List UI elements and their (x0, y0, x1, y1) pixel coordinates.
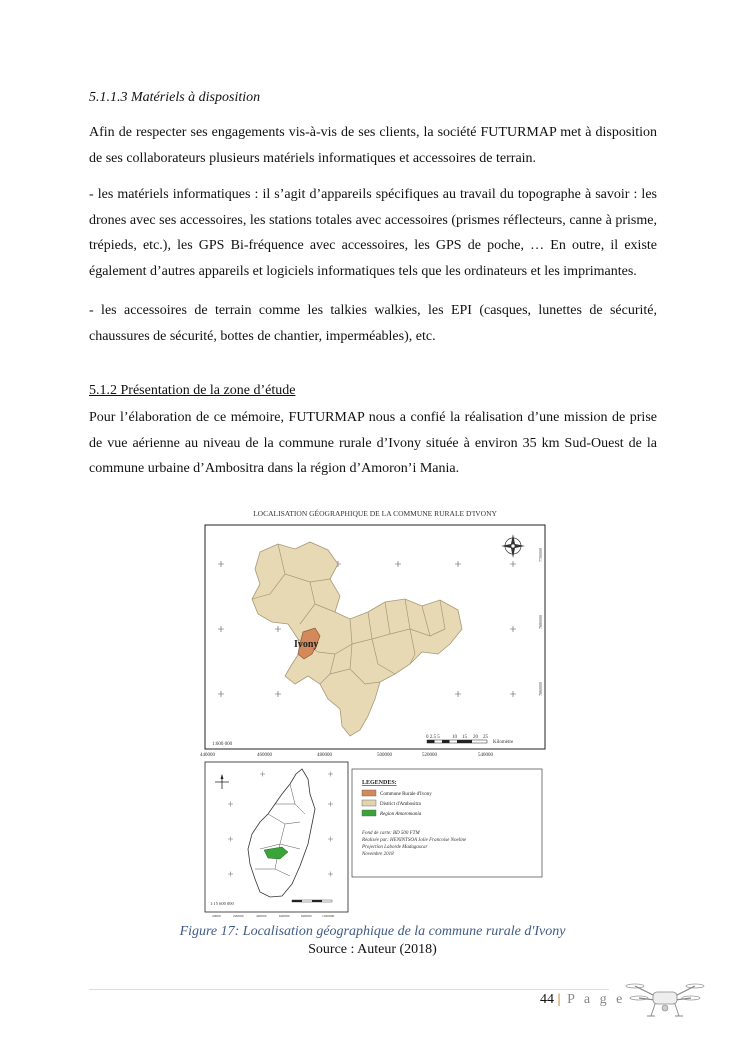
scalebar-unit: Kilomètre (493, 740, 514, 745)
x-tick-1: 440000 (200, 753, 215, 758)
x-tick-4: 500000 (377, 753, 392, 758)
x-tick-3: 480000 (317, 753, 332, 758)
inset-x-tick-5: 820000 (301, 914, 312, 918)
paragraph-intro: Afin de respecter ses engagements vis-à-vis de ses clients, la société FUTURMAP met à disposition de ses collaborateurs plusieurs matériels informatiques et accessoires de terrain. (89, 125, 657, 166)
page-word: P a g e (567, 992, 626, 1007)
section-heading: 5.1.2 Présentation de la zone d’étude (89, 383, 296, 398)
location-map-figure (200, 504, 550, 919)
footer-divider (89, 989, 609, 990)
ivony-label: Ivony (294, 639, 319, 650)
scalebar-label-0: 0 2.5 5 (426, 735, 440, 740)
legend-title: LEGENDES: (362, 780, 397, 786)
x-tick-6: 540000 (478, 753, 493, 758)
credit-line-2: Réalisée par: HENINTSOA Jolie Francoise Noeline (362, 838, 467, 843)
scalebar-label-3: 20 (473, 735, 478, 740)
legend-item-region: Region Amoromania (380, 812, 422, 817)
inset-x-tick-1: 20000 (212, 914, 221, 918)
figure-source: Source : Auteur (2018) (308, 942, 437, 957)
sub-heading: 5.1.1.3 Matériels à disposition (89, 90, 261, 105)
scalebar-label-1: 10 (452, 735, 457, 740)
x-tick-5: 520000 (422, 753, 437, 758)
drone-icon (625, 978, 705, 1023)
inset-x-tick-4: 620000 (279, 914, 290, 918)
y-tick-3: 7660000 (538, 682, 543, 696)
inset-scale: 1:15 600 000 (210, 901, 234, 906)
credit-line-4: Novembre 2018 (362, 852, 394, 857)
paragraph-study-zone: Pour l’élaboration de ce mémoire, FUTURMAP nous a confié la réalisation d’une mission de prise de vue aérienne au niveau de la commune rurale d’Ivony située à environ 35 km Sud-Ouest de la commune urbaine d’Ambositra dans la région d’Amoron’i Mania. (89, 410, 657, 476)
scalebar-label-4: 25 (483, 735, 488, 740)
page-number-footer (540, 992, 625, 1008)
y-tick-2: 7680000 (538, 615, 543, 629)
figure-caption: Figure 17: Localisation géographique de la commune rurale d'Ivony (179, 924, 566, 939)
credit-line-3: Projection Laborde Madagascar (362, 845, 428, 850)
legend-item-district: District d'Ambositra (380, 802, 421, 807)
scalebar-label-2: 15 (462, 735, 467, 740)
x-tick-2: 460000 (257, 753, 272, 758)
legend-swatch-district (362, 800, 376, 806)
paragraph-equipment-it: - les matériels informatiques : il s’agit d’appareils spécifiques au travail du topographe à savoir : les drones avec ses accessoires, les stations totales avec accessoires (prismes réflecteurs, canne à prisme, trépieds, etc.), les GPS Bi-fréquence avec accessoires, les GPS de poche, … En outre, il existe également d’autres appareils et logiciels informatiques tels que les ordinateurs et les imprimantes. (89, 187, 657, 279)
y-tick-1: 7700000 (538, 548, 543, 562)
inset-scalebar (292, 900, 332, 902)
map-title: LOCALISATION GÉOGRAPHIQUE DE LA COMMUNE RURALE D'IVONY (253, 509, 497, 518)
legend-swatch-region (362, 810, 376, 816)
page-separator: | (557, 992, 561, 1007)
inset-x-tick-6: 1020000 (322, 914, 335, 918)
inset-x-tick-3: 420000 (256, 914, 267, 918)
legend-swatch-ivony (362, 790, 376, 796)
credit-line-1: Fond de carte: BD 500 FTM (362, 831, 420, 836)
inset-x-tick-2: 220000 (233, 914, 244, 918)
paragraph-field-accessories: - les accessoires de terrain comme les talkies walkies, les EPI (casques, lunettes de sécurité, chaussures de sécurité, bottes de chantier, imperméables), etc. (89, 303, 657, 344)
page-number: 44 (540, 992, 554, 1007)
main-map-scale: 1:600 000 (212, 742, 233, 747)
legend-item-ivony: Commune Rurale d'Ivony (380, 792, 432, 797)
